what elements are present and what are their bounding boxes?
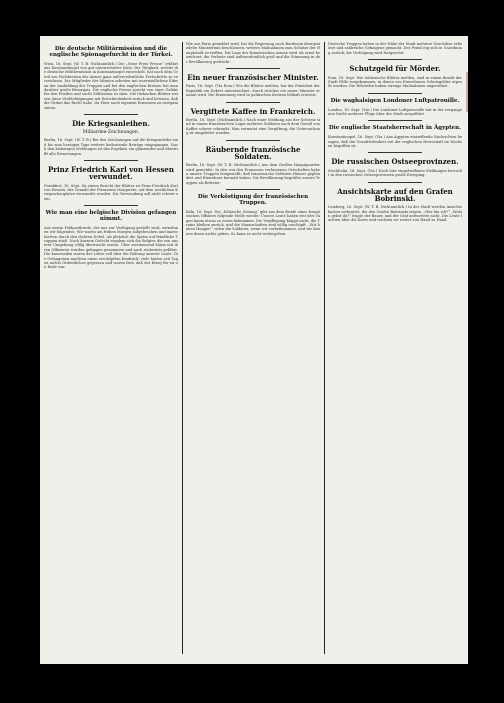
article — [186, 42, 320, 69]
article — [328, 188, 462, 223]
article — [44, 47, 178, 115]
article — [186, 74, 320, 103]
section-divider — [368, 182, 422, 183]
article-subheadline: Milliarden-Zeichnungen. — [82, 130, 140, 136]
article-headline: Die waghalsigen Londoner Luftpatrouille. — [330, 97, 460, 104]
newspaper-page — [40, 36, 468, 664]
article — [328, 99, 462, 122]
article — [328, 65, 462, 94]
article-body: Köln, 16. Sept. Die „Kölnische Zeitung“ gibt aus dem Briefe eines französischen Offiziers folgende Stelle wieder: Unsere Leute haben seit drei Tagen kaum etwas zu essen bekommen. Die Verpflegung klappt nicht, die Trains bleiben zurück, und die Mannschaften sind völlig erschöpft. „Wir haben Hunger!“ rufen die Soldaten, wenn wir vorbeikommen, und wir können ihnen nichts geben. So kann es nicht weitergehen. — [186, 209, 320, 236]
article — [44, 166, 178, 206]
article-body: Aus einem Feldpostbriefe, der uns zur Verfügung gestellt wird, entnehmen wir folgendes: Wir waren am frühen Morgen aufgebrochen und marschierten durch den dichten Nebel, als plötzlich die Spitze auf feindliche Truppen stieß. Nach kurzem Gefecht ergaben sich die Belgier, die von unserer Umgehung völlig überrascht waren. Über zweitausend Mann mit ihren Offizieren wurden gefangen genommen und nach rückwärts geführt. Die Kameraden waren des Lobes voll über die Haltung unserer Leute. Die Gefangenen machten einen erschöpften Eindruck; viele hatten seit Tagen nichts Ordentliches gegessen und waren froh, daß der Krieg für sie zu Ende war. — [44, 225, 178, 270]
column-rule — [182, 42, 183, 654]
article — [186, 108, 320, 141]
section-divider — [84, 160, 138, 161]
section-divider — [368, 93, 422, 94]
article — [328, 42, 462, 60]
article — [186, 146, 320, 191]
article-body: Berlin, 16. Sept. (W. T. B. Nichtamtlich.) Aus dem Großen Hauptquartier wird gemeldet: In den von den Franzosen verlassenen Ortschaften haben unsere Truppen festgestellt, daß französische Soldaten Häuser geplündert und Einwohner beraubt haben. Die Bevölkerung begrüßte unsere Truppen als Befreier. — [186, 163, 320, 185]
section-divider — [84, 114, 138, 115]
article-body: Paris, 16. Sept. (Via Rom.) Wie die Blätter melden, hat der Präsident der Republik ein Dekret unterzeichnet, durch welches ein neuer Minister ernannt wird. Die Ernennung wird in politischen Kreisen lebhaft erörtert. — [186, 84, 320, 98]
column-2 — [186, 42, 320, 654]
article-headline: Ein neuer französischer Minister. — [187, 73, 319, 83]
column-rule — [324, 42, 325, 654]
article — [44, 120, 178, 161]
section-divider — [226, 68, 280, 69]
section-divider — [368, 120, 422, 121]
article — [186, 195, 320, 236]
article-body: London, 16. Sept. (Via.) Die Londoner Luftpatrouille hat in der vergangenen Nacht mehrere Flüge über der Stadt ausgeführt. — [328, 107, 462, 116]
article-body: Stockholm, 16. Sept. (Via.) Nach hier eingetroffenen Meldungen herrscht in den russischen Ostseeprovinzen große Erregung. — [328, 168, 462, 178]
article-headline: Wie man eine belgische Division gefangen nimmt. — [45, 210, 177, 223]
article-body: Lemberg, 16. Sept. (W. T. B. Nichtamtlich.) In der Stadt werden Ansichtskarten verbreitet, die den Grafen Bobrinski zeigen. „Wer bin ich?“ „Wohin gehst du?“ fragte der Bauer, und der Graf antwortete nicht. Die Leute lachten über die Karte und reichten sie weiter von Hand zu Hand. — [328, 205, 462, 223]
section-divider — [368, 59, 422, 60]
article-body: Deutsche Truppen haben in der Nähe der Stadt mehrere Geschütze erbeutet und zahlreiche Gefangene gemacht. Der Feind zog sich in Unordnung zurück; die Verfolgung wird fortgesetzt. — [328, 42, 462, 55]
column-1 — [44, 42, 178, 654]
article-body: Berlin, 16. Sept. (Nichtamtlich.) Nach einer Meldung aus der Schweiz sind in einem französischen Lager mehrere Soldaten nach dem Genuß von Kaffee schwer erkrankt. Man vermutet eine Vergiftung; die Untersuchung ist eingeleitet worden. — [186, 117, 320, 136]
article-headline: Die deutsche Militärmission und die englische Spionagefurcht in der Türkei. — [49, 46, 173, 58]
section-divider — [84, 205, 138, 206]
article-headline: Räubernde französische Soldaten. — [205, 144, 301, 161]
article-body: Wie aus Paris gemeldet wird, hat die Regierung nach Bordeaux übergesiedelte Ministerium beschlossen, weitere Maßnahmen zum Schutze der Hauptstadt zu treffen. Die Lage der französischen Armee wird als ernst bezeichnet; die Verluste sind außerordentlich groß und die Stimmung in der Bevölkerung gedrückt. — [186, 42, 320, 64]
column-3 — [328, 42, 462, 654]
article-headline: Prinz Friedrich Karl von Hessen verwundet. — [48, 164, 174, 182]
article-headline: Die englische Staatsherrschaft in Ägypten. — [328, 125, 462, 132]
article-body: Berlin, 16. Sept. (W. T. B.) Bei den Zeichnungen auf die Kriegsanleihe sind bis zum heutigen Tage weitere bedeutende Beträge eingegangen. Nach den bisherigen Meldungen ist das Ergebnis ein glänzendes und übertrifft alle Erwartungen. — [44, 138, 178, 156]
page-edge-mark — [466, 72, 468, 112]
article-headline: Die Verköstigung der französischen Truppen. — [197, 194, 309, 207]
article-headline: Die Kriegsanleihen. — [72, 119, 150, 128]
section-divider — [226, 140, 280, 141]
article — [328, 126, 462, 153]
article-body: Wien, 16. Sept. (W. T. B. Nichtamtlich.) Die „Neue Freie Presse“ erfährt aus Konstantinopel von gut unterrichteter Seite: Die Tätigkeit, welche die deutsche Militärmission in Konstantinopel entwickelt, hat nach dem Urteil von Fachkreisen der Armee ganz außerordentliche Fortschritte zu verzeichnen. Die Mitglieder der Mission arbeiten mit unermüdlichem Eifer an der Ausbildung der Truppen und bei den englischen Kreisen hat man darüber große Besorgnis. Die englische Presse spricht von einer Gefahr für den Frieden und sucht Mißtrauen zu säen. Die türkischen Blätter weisen diese Verdächtigungen mit Entschiedenheit zurück und betonen, daß die Türkei das Recht habe, ihr Heer nach eigenem Ermessen zu reorganisieren. — [44, 61, 178, 110]
article — [328, 158, 462, 182]
article-body: Frankfurt, 16. Sept. Zu einem Bericht der Blätter ist Prinz Friedrich Karl von Hessen, der Gemahl der Prinzessin Margarete, auf dem westlichen Kriegsschauplatze verwundet worden. Die Verwundung soll nicht schwer sein. — [44, 183, 178, 201]
article-headline: Ansichtskarte auf den Grafen Bobrinski. — [337, 186, 453, 203]
article — [44, 211, 178, 270]
article-headline: Die russischen Ostseeprovinzen. — [331, 157, 459, 167]
article-body: Konstantinopel, 16. Sept. (Via.) Aus Ägypten eintreffende Nachrichten besagen, daß die Unzufriedenheit mit der englischen Herrschaft im Wachsen begriffen ist. — [328, 135, 462, 148]
article-headline: Vergiftete Kaffee in Frankreich. — [190, 106, 316, 116]
section-divider — [368, 152, 422, 153]
article-headline: Schutzgeld für Mörder. — [349, 64, 441, 74]
section-divider — [226, 189, 280, 190]
article-body: Rom, 16. Sept. Wie italienische Blätter melden, sind in einem Bezirk der Stadt Fälle vorgekommen, in denen von Einwohnern Schutzgelder erpreßt wurden. Die Behörden haben strenge Maßnahmen angeordnet. — [328, 75, 462, 89]
section-divider — [226, 102, 280, 103]
